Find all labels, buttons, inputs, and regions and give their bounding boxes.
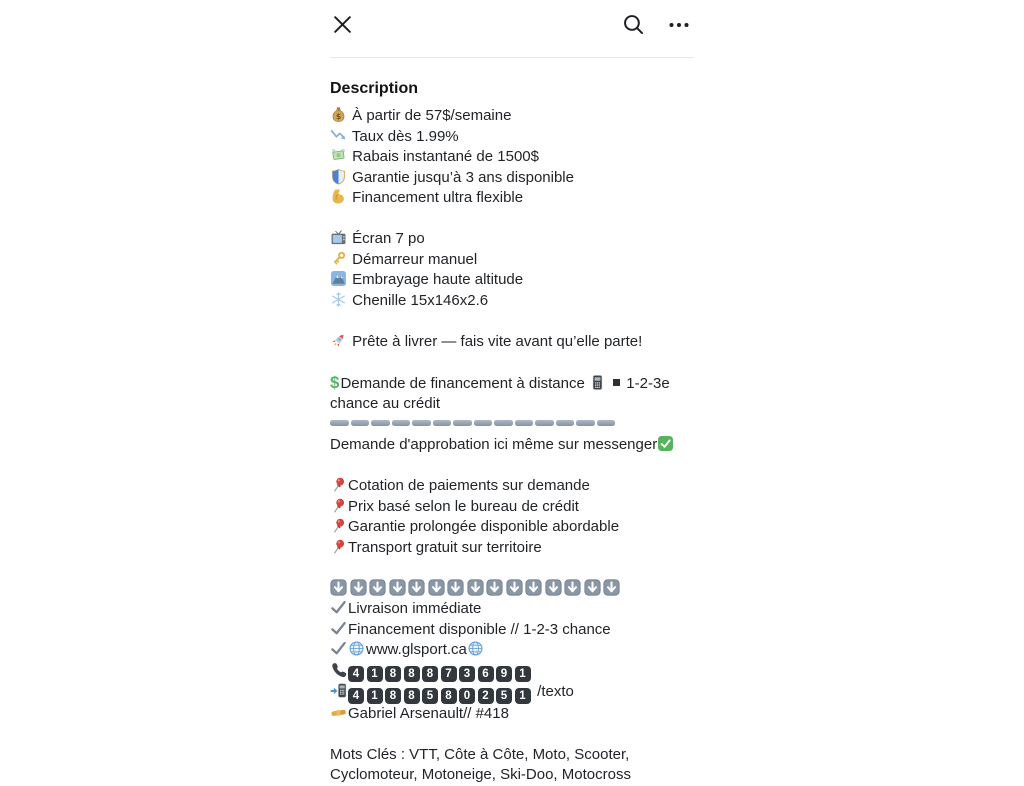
description-line [330,745,694,786]
divider-dash-icon [412,420,431,426]
text-segment: Prix basé selon le bureau de crédit [348,497,579,515]
keycap-digit: 8 [404,688,420,704]
text-segment: Demande d'approbation ici même sur messenger [330,436,658,453]
chart-decreasing-icon [330,127,348,144]
handshake-icon [330,704,348,721]
text-segment: Garantie jusqu’à 3 ans disponible [348,168,574,186]
keycap-digit: 4 [348,666,364,682]
arrow-down-button-icon [584,579,602,596]
pushpin-icon [330,517,348,534]
arrow-down-button-icon [408,579,426,596]
arrow-down-button-icon [330,579,348,596]
arrow-down-button-icon [350,579,368,596]
keycap-digit: 8 [385,666,401,682]
arrow-down-button-icon [603,579,621,596]
text-segment: À partir de 57$/semaine [348,107,512,124]
keycap-digit: 8 [385,688,401,704]
description-line [330,147,694,168]
divider-dash-icon [351,420,370,426]
description-line [330,209,694,230]
money-with-wings-icon [330,147,348,164]
description-body [330,106,694,786]
divider-dash-icon [474,420,493,426]
mobile-with-arrow-icon [330,682,348,699]
description-line [330,311,694,332]
description-line [330,373,694,415]
check-mark-icon [330,620,348,637]
content-column [330,0,694,786]
description-line [330,661,694,683]
pushpin-icon [330,476,348,493]
text-segment: Démarreur manuel [348,250,478,268]
text-segment: Financement disponible // 1-2-3 chance [348,620,611,638]
divider-dash-icon [371,420,390,426]
search-button[interactable] [620,13,646,39]
snowflake-icon [330,291,348,308]
description-line [330,599,694,620]
more-options-button[interactable] [666,13,692,39]
keycap-digit: 6 [478,666,494,682]
text-segment [607,375,611,392]
text-segment: Transport gratuit sur territoire [348,538,542,556]
divider-dash-icon [597,420,616,426]
mobile-keypad-icon [589,374,607,391]
header-divider [330,57,694,58]
text-segment: 1-2-3e chance au crédit [330,374,674,412]
top-bar [330,0,694,52]
page-title: Description [330,80,419,97]
text-segment: Financement ultra flexible [348,189,524,206]
description-line [330,640,694,661]
pushpin-icon [330,497,348,514]
divider-dash-icon [576,420,595,426]
arrow-down-button-icon [467,579,485,596]
divider-dash-icon [535,420,554,426]
arrow-down-button-icon [428,579,446,596]
divider-dash-icon [330,420,349,426]
keycap-digit: 2 [478,688,494,704]
description-line [330,704,694,725]
description-line [330,291,694,312]
description-line [330,352,694,373]
description-line [330,538,694,559]
divider-dash-icon [556,420,575,426]
close-button[interactable] [330,14,354,38]
description-line [330,724,694,745]
description-line [330,127,694,148]
ellipsis-icon [667,13,691,40]
divider-dash-icon [392,420,411,426]
arrow-down-button-icon [369,579,387,596]
keycap-digit: 1 [515,688,531,704]
globe-icon [348,640,366,657]
dollar-sign-icon: $ [330,372,340,392]
arrow-down-button-icon [389,579,407,596]
shield-icon [330,168,348,185]
keycap-digit: 8 [404,666,420,682]
text-segment: Demande de financement à distance [340,374,589,392]
keycap-digit: 5 [422,688,438,704]
keycap-digit: 1 [515,666,531,682]
arrow-down-button-icon [447,579,465,596]
keycap-digit: 8 [441,688,457,704]
description-line [330,415,694,436]
pushpin-icon [330,538,348,555]
text-segment: Rabais instantané de 1500$ [348,148,539,165]
divider-dash-icon [453,420,472,426]
keycap-digit: 8 [422,666,438,682]
keycap-digit: 9 [496,666,512,682]
text-segment: Mots Clés : VTT, Côte à Côte, Moto, Scooter, Cyclomoteur, Motoneige, Ski-Doo, Motocross [330,745,634,783]
text-segment: Gabriel Arsenault// #418 [348,704,509,722]
check-mark-icon [330,599,348,616]
keycap-digit: 0 [459,688,475,704]
arrow-down-button-icon [525,579,543,596]
text-segment: Garantie prolongée disponible abordable [348,518,620,535]
keycap-digit: 1 [367,688,383,704]
small-black-square-icon [613,379,620,386]
money-bag-icon [330,106,348,123]
telephone-receiver-icon [330,661,348,678]
text-segment: Cotation de paiements sur demande [348,477,590,494]
divider-dash-icon [433,420,452,426]
divider-dash-icon [494,420,513,426]
arrow-down-button-icon [564,579,582,596]
description-line [330,497,694,518]
description-line [330,106,694,127]
mountain-snow-icon [330,270,348,287]
keycap-digit: 7 [441,666,457,682]
arrow-down-button-icon [545,579,563,596]
keycap-digit: 4 [348,688,364,704]
description-line [330,250,694,271]
search-icon [621,12,646,40]
text-segment: Livraison immédiate [348,600,482,617]
description-line [330,682,694,704]
check-mark-button-icon [657,435,675,452]
svg-text:$: $ [335,111,342,121]
flexed-biceps-icon [330,188,348,205]
description-line [330,579,694,600]
text-segment: Prête à livrer — fais vite avant qu’elle parte! [348,332,643,350]
description-line [330,270,694,291]
description-line [330,620,694,641]
description-line [330,476,694,497]
text-segment: Écran 7 po [348,230,425,247]
description-line [330,517,694,538]
keycap-digit: 1 [367,666,383,682]
description-line [330,229,694,250]
arrow-down-button-icon [506,579,524,596]
description-line [330,188,694,209]
description-line [330,435,694,456]
text-segment: www.glsport.ca [366,641,467,658]
keycap-digit: 5 [496,688,512,704]
text-segment: Embrayage haute altitude [348,271,524,288]
description-line [330,558,694,579]
divider-dash-icon [515,420,534,426]
globe-icon [467,640,485,657]
television-icon [330,229,348,246]
close-icon [331,13,354,39]
key-icon [330,250,348,267]
description-line [330,168,694,189]
rocket-icon [330,332,348,349]
arrow-down-button-icon [486,579,504,596]
text-segment: Chenille 15x146x2.6 [348,291,489,309]
text-segment: /texto [533,683,574,700]
keycap-digit: 3 [459,666,475,682]
text-segment: Taux dès 1.99% [348,127,459,145]
check-mark-icon [330,640,348,657]
description-line [330,332,694,353]
description-line [330,456,694,477]
